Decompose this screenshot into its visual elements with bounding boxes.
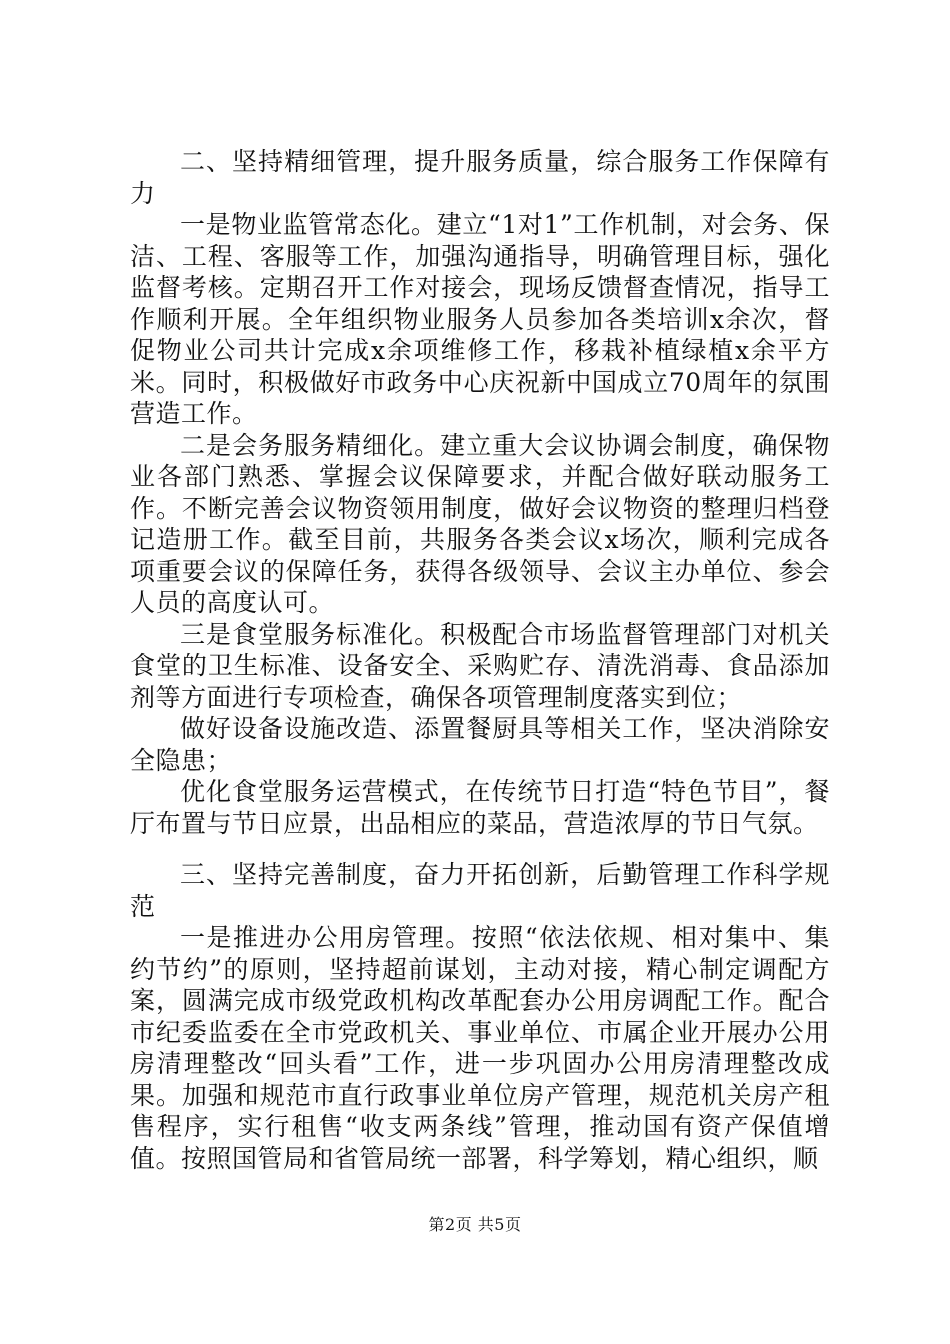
body-paragraph: 二是会务服务精细化。建立重大会议协调会制度，确保物业各部门熟悉、掌握会议保障要求，并配合做好联动服务工作。不断完善会议物资领用制度，做好会议物资的整理归档登记造册工作。截至目前，共服务各类会议x场次，顺利完成各项重要会议的保障任务，获得各级领导、会议主办单位、参会人员的高度认可。 [130, 430, 830, 617]
document-body [130, 146, 830, 1174]
section-heading-3: 三、坚持完善制度，奋力开拓创新，后勤管理工作科学规范 [130, 860, 830, 921]
body-paragraph: 三是食堂服务标准化。积极配合市场监督管理部门对机关食堂的卫生标准、设备安全、采购贮存、清洗消毒、食品添加剂等方面进行专项检查，确保各项管理制度落实到位； [130, 619, 830, 712]
body-paragraph: 一是物业监管常态化。建立“1对1”工作机制，对会务、保洁、工程、客服等工作，加强沟通指导，明确管理目标，强化监督考核。定期召开工作对接会，现场反馈督查情况，指导工作顺利开展。全年组织物业服务人员参加各类培训x余次，督促物业公司共计完成x余项维修工作，移栽补植绿植x余平方米。同时，积极做好市政务中心庆祝新中国成立70周年的氛围营造工作。 [130, 210, 830, 428]
body-paragraph: 一是推进办公用房管理。按照“依法依规、相对集中、集约节约”的原则，坚持超前谋划，主动对接，精心制定调配方案，圆满完成市级党政机构改革配套办公用房调配工作。配合市纪委监委在全市党政机关、事业单位、市属企业开展办公用房清理整改“回头看”工作，进一步巩固办公用房清理整改成果。加强和规范市直行政事业单位房产管理，规范机关房产租售程序，实行租售“收支两条线”管理，推动国有资产保值增值。按照国管局和省管局统一部署，科学筹划，精心组织，顺 [130, 923, 830, 1173]
page-number-footer: 第2页 共5页 [428, 1215, 522, 1234]
body-paragraph: 做好设备设施改造、添置餐厨具等相关工作，坚决消除安全隐患； [130, 714, 830, 775]
body-paragraph: 优化食堂服务运营模式，在传统节日打造“特色节目”，餐厅布置与节日应景，出品相应的菜品，营造浓厚的节日气氛。 [130, 777, 830, 838]
section-heading-2: 二、坚持精细管理，提升服务质量，综合服务工作保障有力 [130, 147, 830, 208]
